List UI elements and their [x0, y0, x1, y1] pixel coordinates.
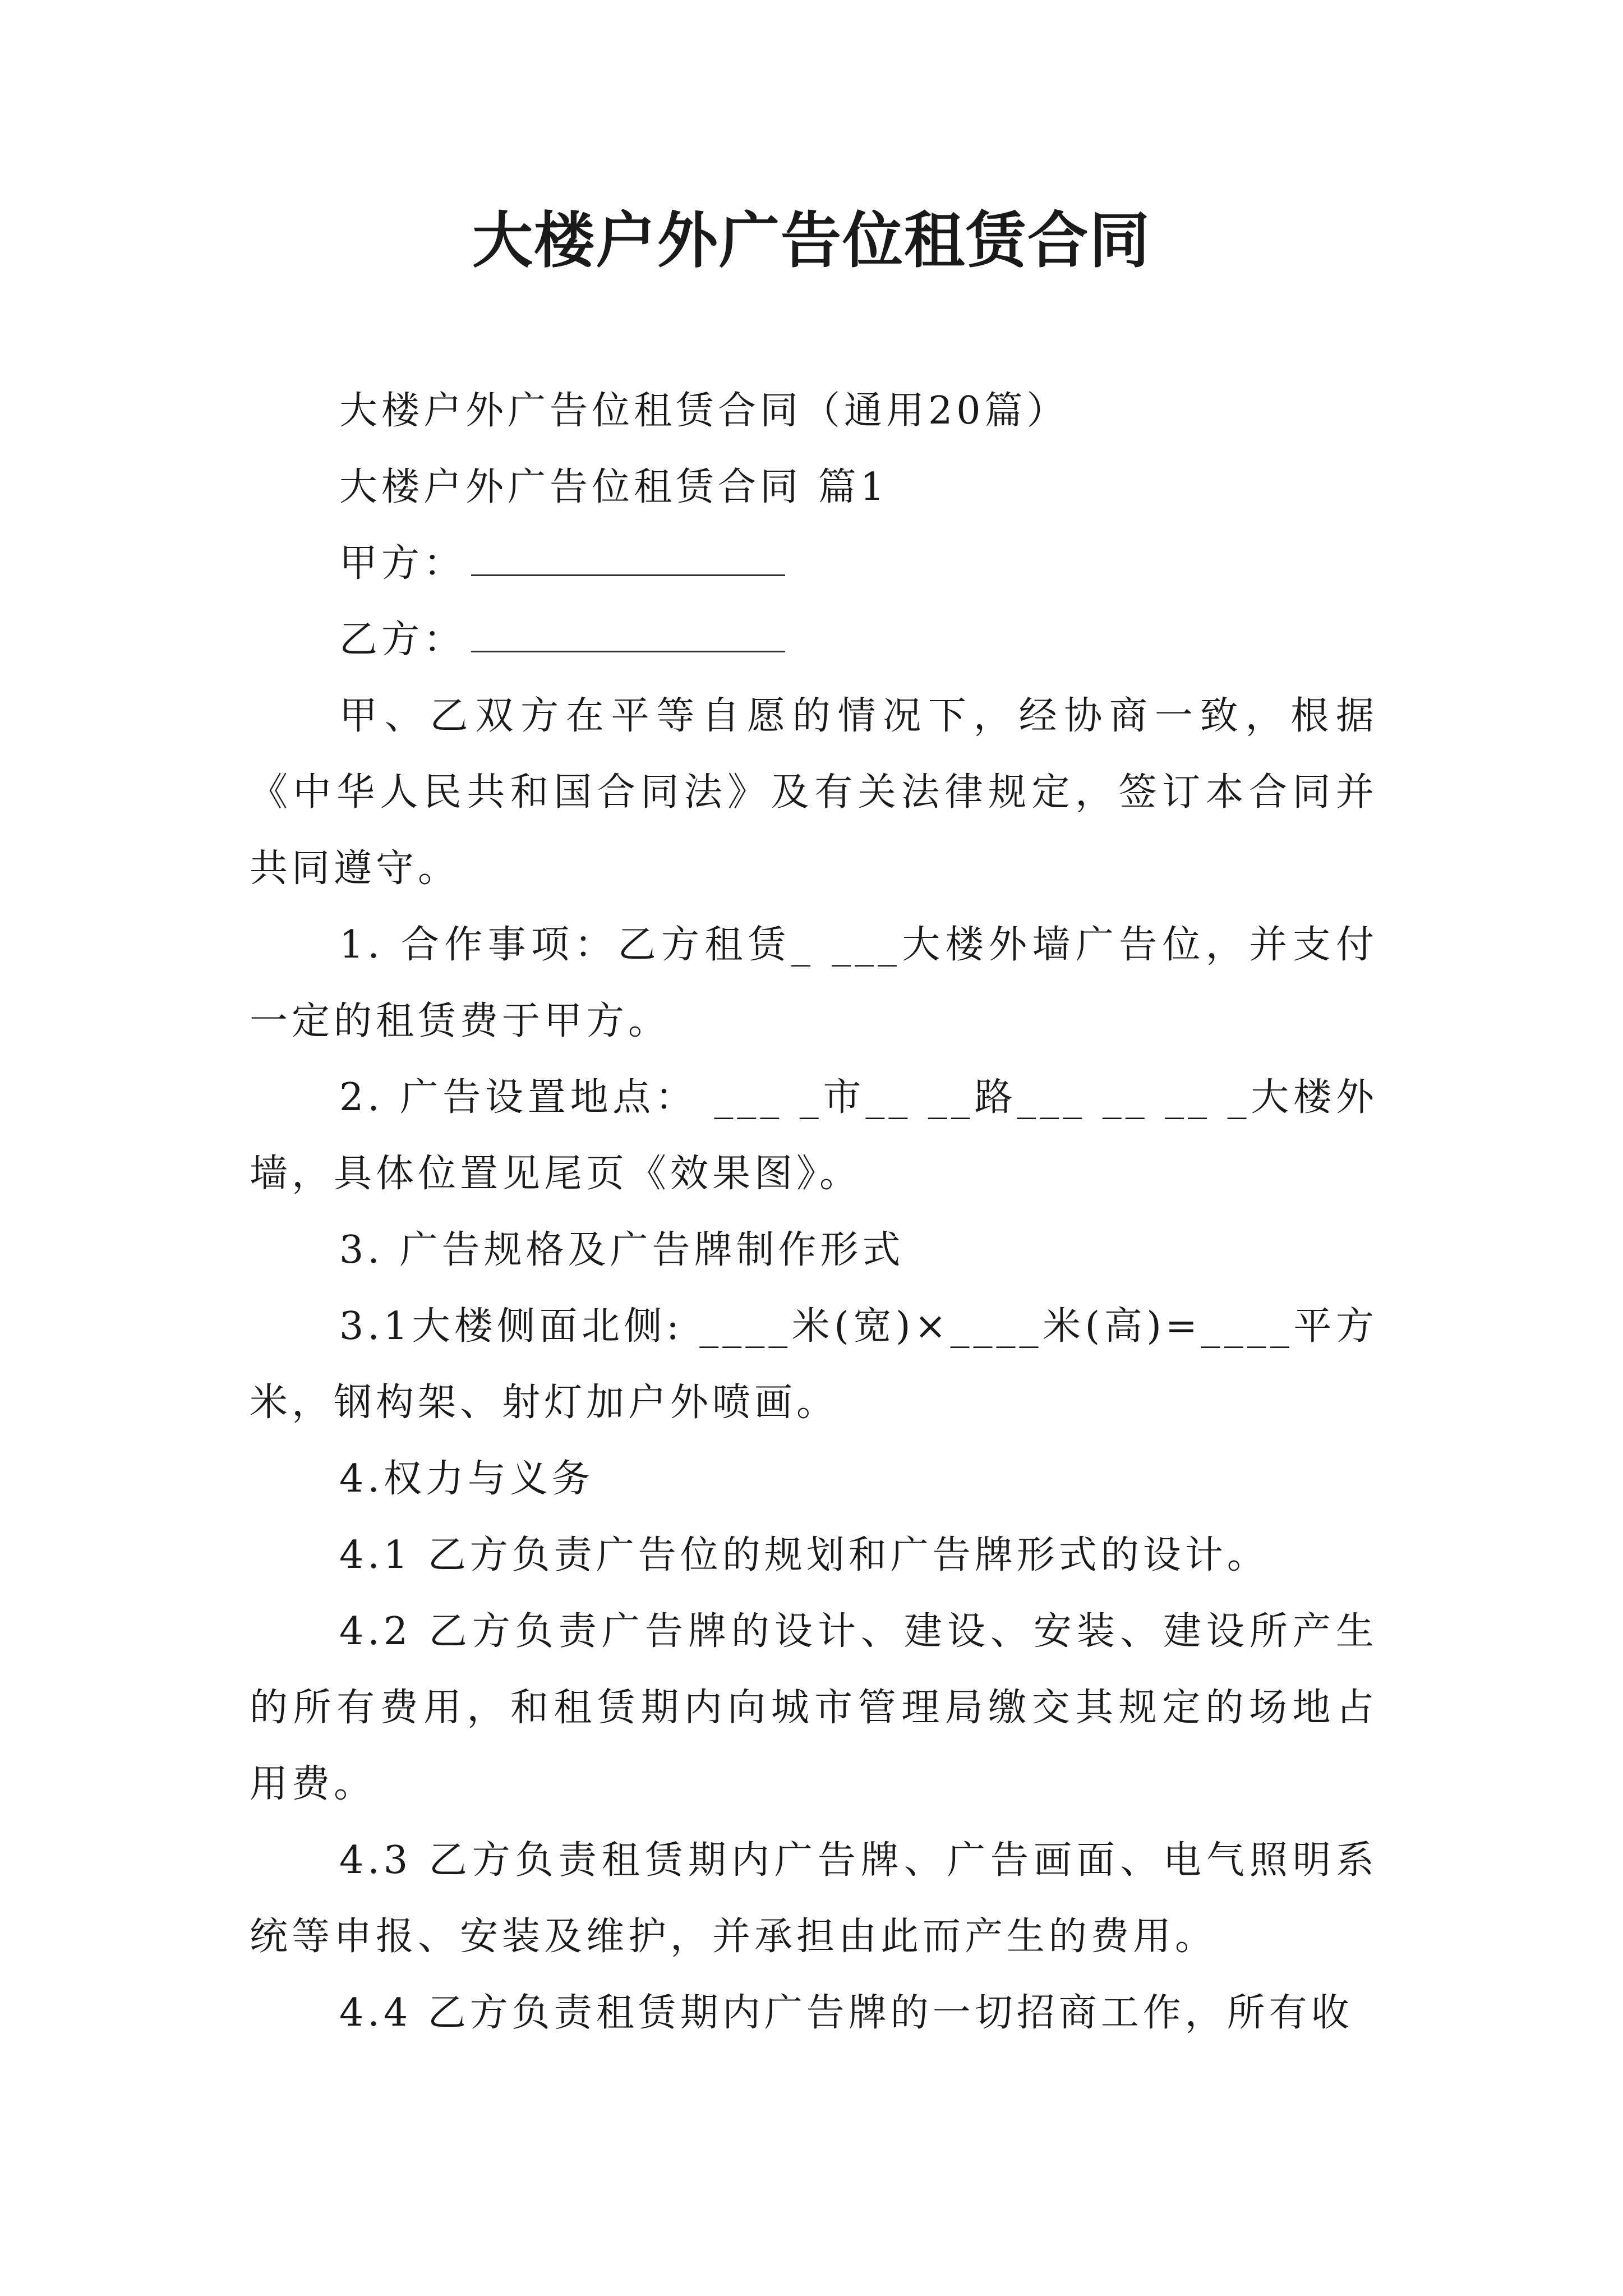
paragraph-section-heading: 大楼户外广告位租赁合同 篇1: [339, 465, 888, 509]
document-body: [250, 373, 1378, 2051]
party-b-line: [250, 602, 1378, 678]
paragraph-clause-4-4: 4.4 乙方负责租赁期内广告牌的一切招商工作，所有收: [339, 1991, 1353, 2035]
paragraph-clause-3-1: 3.1大楼侧面北侧: ____米(宽)×____米(高)=____平方米，钢构架、射灯加户外喷画。: [250, 1304, 1378, 1425]
paragraph-subtitle: 大楼户外广告位租赁合同（通用20篇）: [339, 389, 1069, 433]
party-b-label: 乙方：: [339, 618, 466, 662]
paragraph-preamble: 甲、乙双方在平等自愿的情况下，经协商一致，根据《中华人民共和国合同法》及有关法律规定，签订本合同并共同遵守。: [250, 694, 1378, 891]
paragraph-clause-3: 3. 广告规格及广告牌制作形式: [339, 1228, 905, 1272]
paragraph-clause-4-2: 4.2 乙方负责广告牌的设计、建设、安装、建设所产生的所有费用，和租赁期内向城市管理局缴交其规定的场地占用费。: [250, 1609, 1378, 1806]
party-b-blank: [471, 611, 785, 652]
paragraph-clause-1: 1. 合作事项：乙方租赁_ ___大楼外墙广告位，并支付一定的租赁费于甲方。: [250, 923, 1378, 1043]
paragraph-clause-4: 4.权力与义务: [339, 1457, 594, 1501]
party-a-label: 甲方：: [339, 541, 466, 586]
document-title: 大楼户外广告位租赁合同: [472, 206, 1151, 276]
paragraph-clause-4-1: 4.1 乙方负责广告位的规划和广告牌形式的设计。: [339, 1533, 1269, 1577]
paragraph-clause-4-3: 4.3 乙方负责租赁期内广告牌、广告画面、电气照明系统等申报、安装及维护，并承担由此而产生的费用。: [250, 1838, 1378, 1959]
party-a-blank: [471, 535, 785, 576]
party-a-line: [250, 526, 1378, 602]
paragraph-clause-2: 2. 广告设置地点： ___ _市__ __路___ __ __ _大楼外墙，具体位置见尾页《效果图》。: [250, 1075, 1378, 1196]
